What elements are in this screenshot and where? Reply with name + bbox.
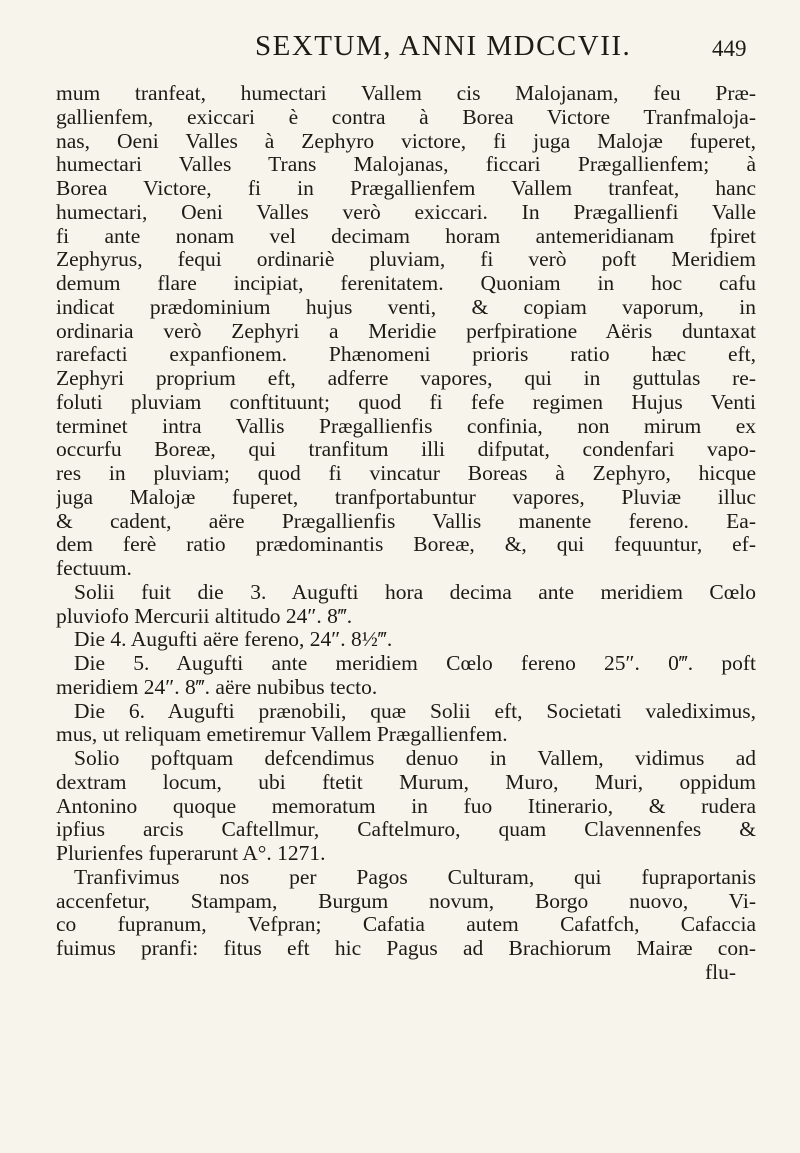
text-line: mus, ut reliquam emetiremur Vallem Prægallienfem. (56, 723, 508, 747)
text-line: indicat prædominium hujus venti, & copiam vaporum, in (56, 295, 756, 319)
text-line: Die 4. Augufti aëre fereno, 24″. 8½‴. (74, 628, 393, 652)
text-line: res in pluviam; quod fi vincatur Boreas à Zephyro, hicque (56, 462, 756, 485)
text-line: Solio poftquam defcendimus denuo in Vallem, vidimus ad (74, 747, 756, 770)
text-line: nas, Oeni Valles à Zephyro victore, fi juga Malojæ fuperet, (56, 129, 756, 153)
text-line: fectuum. (56, 557, 132, 580)
text-line: fuimus pranfi: fitus eft hic Pagus ad Brachiorum Mairæ con- (56, 937, 756, 960)
text-line: occurfu Boreæ, qui tranfitum illi difputat, condenfari vapo- (56, 438, 756, 462)
text-line: gallienfem, exiccari è contra à Borea Victore Tranfmaloja- (56, 105, 756, 129)
page-number: 449 (712, 36, 747, 61)
text-line: Tranfivimus nos per Pagos Culturam, qui fupraportanis (74, 865, 756, 889)
text-line: ordinaria verò Zephyri a Meridie perfpiratione Aëris duntaxat (56, 319, 756, 343)
text-line: ipfius arcis Caftellmur, Caftelmuro, quam Clavennenfes & (56, 818, 756, 842)
text-line: juga Malojæ fuperet, tranfportabuntur vapores, Pluviæ illuc (56, 485, 756, 509)
text-line: Die 5. Augufti ante meridiem Cœlo fereno 25″. 0‴. poft (74, 652, 756, 675)
text-line: dextram locum, ubi ftetit Murum, Muro, Muri, oppidum (56, 770, 756, 794)
text-line: humectari, Oeni Valles verò exiccari. In Prægallienfi Valle (56, 200, 756, 224)
page-header (0, 30, 800, 70)
running-head: SEXTUM, ANNI MDCCVII. (255, 30, 632, 62)
text-line: co fupranum, Vefpran; Cafatia autem Cafatfch, Cafaccia (56, 913, 756, 937)
text-line: rarefacti expanfionem. Phænomeni prioris ratio hæc eft, (56, 343, 756, 367)
catchword: flu- (704, 960, 736, 984)
text-line: humectari Valles Trans Malojanas, ficcari Prægallienfem; à (56, 153, 756, 177)
text-line: Antonino quoque memoratum in fuo Itinerario, & rudera (56, 794, 756, 818)
text-line: & cadent, aëre Prægallienfis Vallis manente fereno. Ea- (56, 509, 756, 533)
text-line: terminet intra Vallis Prægallienfis confinia, non mirum ex (56, 414, 756, 438)
text-line: Zephyrus, fequi ordinariè pluviam, fi verò poft Meridiem (56, 248, 756, 272)
text-line: pluviofo Mercurii altitudo 24″. 8‴. (56, 604, 353, 628)
text-line: fi ante nonam vel decimam horam antemeridianam fpiret (56, 224, 756, 248)
text-line: Solii fuit die 3. Augufti hora decima ante meridiem Cœlo (74, 580, 756, 604)
text-line: meridiem 24″. 8‴. aëre nubibus tecto. (56, 675, 378, 699)
text-line: dem ferè ratio prædominantis Boreæ, &, qui fequuntur, ef- (56, 533, 756, 557)
text-line: foluti pluviam conftituunt; quod fi fefe regimen Hujus Venti (56, 390, 756, 414)
text-line: Plurienfes fuperarunt A°. 1271. (56, 842, 326, 865)
text-line: demum flare incipiat, ferenitatem. Quoniam in hoc cafu (56, 272, 756, 295)
body-text (56, 82, 756, 985)
text-line: accenfetur, Stampam, Burgum novum, Borgo nuovo, Vi- (56, 889, 756, 913)
text-line: mum tranfeat, humectari Vallem cis Malojanam, feu Præ- (56, 82, 756, 105)
text-line: Die 6. Augufti prænobili, quæ Solii eft, Societati valediximus, (74, 699, 756, 723)
text-line: Zephyri proprium eft, adferre vapores, qui in guttulas re- (56, 367, 756, 390)
text-line: Borea Victore, fi in Prægallienfem Vallem tranfeat, hanc (56, 177, 756, 200)
